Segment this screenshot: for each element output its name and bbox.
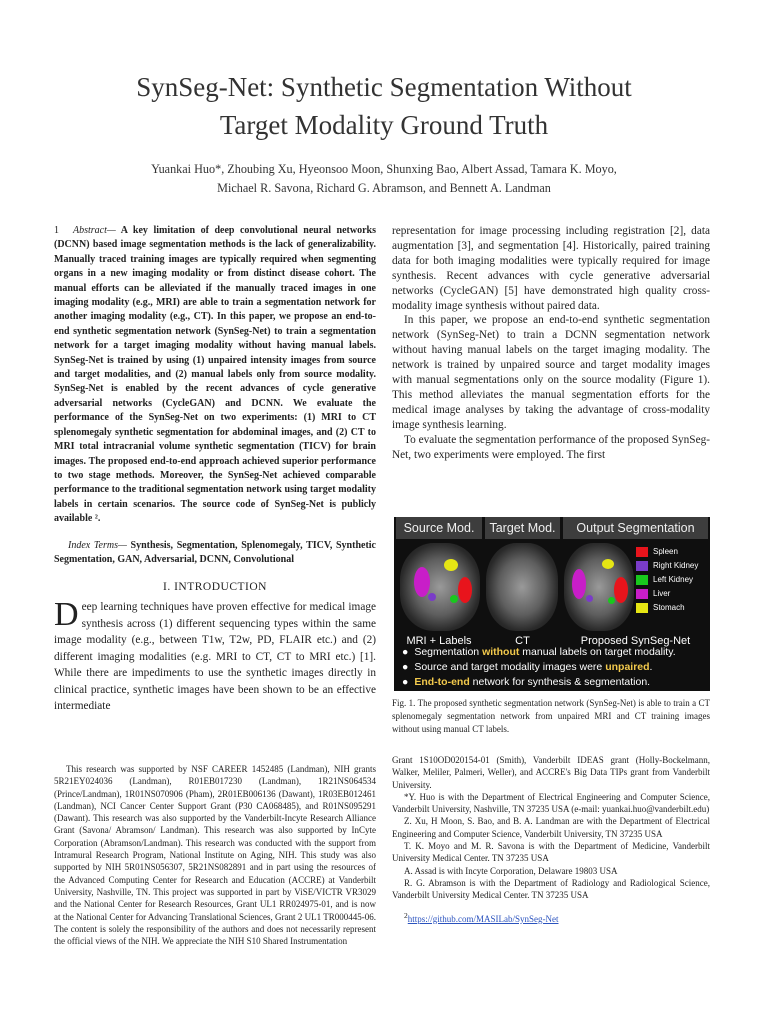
left-column bbox=[54, 224, 376, 715]
figure-bullet: ● End-to-end network for synthesis & segmentation. bbox=[402, 676, 651, 688]
legend-label: Liver bbox=[653, 589, 671, 598]
figure-label-proposed: Proposed SynSeg-Net bbox=[580, 635, 691, 647]
legend-label: Spleen bbox=[653, 547, 678, 556]
footnote-abramson: R. G. Abramson is with the Department of Radiology and Radiological Science, Vanderbilt University Medical Center. TN 37235 USA bbox=[392, 877, 710, 901]
spleen-output-mark bbox=[614, 577, 628, 603]
code-footnote bbox=[392, 910, 710, 925]
drop-cap: D bbox=[54, 596, 79, 634]
figure-caption: Fig. 1. The proposed synthetic segmentation network (SynSeg-Net) is able to train a CT splenomegaly segmentation network from unpaired MRI and CT training images without using manual CT labels. bbox=[392, 698, 710, 734]
legend-item bbox=[636, 587, 710, 601]
legend-swatch bbox=[636, 561, 648, 571]
title-line-1: SynSeg-Net: Synthetic Segmentation Without bbox=[136, 72, 632, 102]
footnote-marker: 2 bbox=[404, 910, 408, 920]
stomach-output-mark bbox=[602, 559, 614, 569]
figure-1 bbox=[394, 517, 710, 691]
bullet-text: . bbox=[649, 661, 653, 673]
figure-bullet-list bbox=[402, 645, 676, 690]
abstract-number: 1 bbox=[54, 225, 59, 236]
figure-label-mri: MRI + Labels bbox=[406, 635, 472, 647]
mri-scan-image bbox=[400, 543, 480, 631]
left-kidney-label-mark bbox=[450, 595, 458, 603]
paragraph-proposal: In this paper, we propose an end-to-end synthetic segmentation network (SynSeg-Net) to train a DCNN segmentation network without having manual labels on the target imaging modality. The network is trained by unpaired source and target modality images with manual segmentations only on the source modality (Figure 1). This method alleviates the manual segmentation efforts for the medical image analyses by taking the advantage of cross-modality image synthesis learning. bbox=[392, 314, 710, 431]
index-terms bbox=[54, 539, 376, 568]
figure-header-source: Source Mod. bbox=[396, 517, 482, 539]
footnote-moyo: T. K. Moyo and M. R. Savona is with the Department of Medicine, Vanderbilt University Medical Center. TN 37235 USA bbox=[392, 841, 710, 864]
figure-label-ct: CT bbox=[515, 635, 530, 647]
authors-line-1: Yuankai Huo*, Zhoubing Xu, Hyeonsoo Moon, Shunxing Bao, Albert Assad, Tamara K. Moyo, bbox=[151, 162, 617, 176]
legend-label: Right Kidney bbox=[653, 561, 699, 570]
source-code-link[interactable]: https://github.com/MASILab/SynSeg-Net bbox=[407, 913, 559, 924]
spleen-label-mark bbox=[458, 577, 472, 603]
bullet-highlight: unpaired bbox=[605, 661, 650, 673]
figure-header-target: Target Mod. bbox=[485, 517, 560, 539]
liver-output-mark bbox=[572, 569, 586, 599]
bullet-highlight: End-to-end bbox=[414, 676, 470, 688]
abstract-text: A key limitation of deep convolutional neural networks (DCNN) based image segmentation methods is the lack of generalizability. Manually traced training images are typically required when segmenting organs in a new imaging modality or from distinct disease cohort. The manual efforts can be alleviated if the manually traced images in one imaging modality (e.g., MRI) are able to train a segmentation network for another imaging modality (e.g., CT). In this paper, we propose an end-to-end synthetic segmentation network (SynSeg-Net) to train a segmentation network for a target imaging modality without having manual labels. SynSeg-Net is trained by using (1) unpaired intensity images from source and target modalities, and (2) manual labels only from source modality. SynSeg-Net is enabled by the recent advances of cycle generative adversarial networks (CycleGAN) and DCNN. We evaluate the performance of the SynSeg-Net on two experiments: (1) MRI to CT splenomegaly synthetic segmentation for abdominal images, and (2) CT to MRI total intracranial volume synthetic segmentation (TICV) for brain images. The proposed end-to-end approach achieved superior performance to two stage methods. Moreover, the SynSeg-Net achieved comparable performance to the traditional segmentation network using target modality labels in certain scenarios. The source code of SynSeg-Net is publicly available ². bbox=[54, 225, 376, 525]
legend-item bbox=[636, 545, 710, 559]
stomach-label-mark bbox=[444, 559, 458, 571]
bullet-text: manual labels on target modality. bbox=[519, 646, 676, 658]
output-segmentation-image bbox=[564, 543, 634, 631]
organ-legend bbox=[636, 545, 710, 615]
footnote-assad: A. Assad is with Incyte Corporation, Delaware 19803 USA bbox=[404, 865, 618, 876]
figure-bullet: ● Segmentation without manual labels on target modality. bbox=[402, 646, 676, 658]
footnote-huo: *Y. Huo is with the Department of Electrical Engineering and Computer Science, Vanderbilt University, Nashville, TN 37235 USA (e-mail: yuankai.huo@vanderbilt.edu) bbox=[392, 791, 710, 815]
legend-swatch bbox=[636, 575, 648, 585]
legend-swatch bbox=[636, 547, 648, 557]
introduction-text: eep learning techniques have proven effective for medical image synthesis across (1) different sequencing types within the same image modality (e.g., between T1w, T2w, PD, FLAIR etc.) and (2) different imaging modalities (e.g. MRI to CT, CT to MRI etc.) [1]. While there are impediments to use the synthetic images directly in clinical practice, synthetic images have been shown to be an effective intermediate bbox=[54, 601, 376, 713]
index-terms-lead: Index Terms— bbox=[68, 539, 127, 551]
section-heading-introduction: I. INTRODUCTION bbox=[163, 581, 267, 594]
legend-label: Left Kidney bbox=[653, 575, 694, 584]
paper-title bbox=[40, 68, 728, 144]
figure-bullet: ● Source and target modality images were unpaired. bbox=[402, 661, 653, 673]
index-terms-text: Synthesis, Segmentation, Splenomegaly, TICV, Synthetic Segmentation, GAN, Adversarial, DCNN, Convolutional bbox=[54, 539, 376, 565]
bullet-text: Source and target modality images were bbox=[414, 661, 606, 673]
legend-swatch bbox=[636, 589, 648, 599]
bullet-highlight: without bbox=[482, 646, 520, 658]
right-column bbox=[392, 224, 710, 463]
legend-swatch bbox=[636, 603, 648, 613]
title-line-2: Target Modality Ground Truth bbox=[219, 110, 549, 140]
left-kidney-output-mark bbox=[608, 597, 615, 604]
paragraph-evaluation: To evaluate the segmentation performance of the proposed SynSeg-Net, two experiments were employed. The first bbox=[392, 433, 711, 461]
right-kidney-output-mark bbox=[586, 595, 593, 602]
bullet-text: Segmentation bbox=[414, 646, 483, 658]
legend-label: Stomach bbox=[653, 603, 685, 612]
legend-item bbox=[636, 559, 710, 573]
right-kidney-label-mark bbox=[428, 593, 436, 601]
funding-footnote: This research was supported by NSF CAREER 1452485 (Landman), NIH grants 5R21EY024036 (Landman), R01EB017230 (Landman), 1R21NS064534 (Prince/Landman), 1R01NS070906 (Pham), 2R01EB006136 (Dawant), 1R03EB012461 (Landman), NCI Cancer Center Support Grant (P30 CA068485), and R01NS095291 (Dawant). This research was also supported by the Vanderbilt-Incyte Research Alliance Grant (Savona/ Abramson/ Landman). This research was also supported by InCyte Corporation (Abramson/Landman). This research was conducted with the support from Intramural Research Program, National Institute on Aging, NIH. This study was also supported by NIH 5R01NS056307, 5R21NS082891 and in part using the resources of the Advanced Computing Center for Research and Education (ACCRE) at Vanderbilt University, Nashville, TN. This project was supported in part by ViSE/VICTR VR3029 and the National Center for Research Resources, Grant UL1 RR024975-01, and is now at the National Center for Advancing Translational Sciences, Grant 2 UL1 TR000445-06. The content is solely the responsibility of the authors and does not necessarily represent the official views of the NIH. We appreciate the NIH S10 Shared Instrumentation bbox=[54, 764, 376, 947]
ct-scan-image bbox=[486, 543, 558, 631]
abstract bbox=[54, 224, 376, 527]
figure-header-output: Output Segmentation bbox=[563, 517, 708, 539]
legend-item bbox=[636, 573, 710, 587]
paragraph-representation: representation for image processing including registration [2], data augmentation [3], and segmentation [4]. Historically, paired training data for both imaging modalities were typically required for image synthesis. Recent advances with cycle generative adversarial networks (CycleGAN) [5] have demonstrated high quality cross-modality image synthesis without paired data. bbox=[392, 225, 710, 312]
funding-footnote-continued: Grant 1S10OD020154-01 (Smith), Vanderbilt IDEAS grant (Holly-Bockelmann, Walker, Meliler, Palmeri, Weller), and ACCRE's Big Data TIPs grant from Vanderbilt University. bbox=[392, 755, 710, 790]
affiliation-footnotes bbox=[392, 754, 710, 925]
legend-item bbox=[636, 601, 710, 615]
authors-line-2: Michael R. Savona, Richard G. Abramson, and Bennett A. Landman bbox=[217, 181, 551, 195]
abstract-lead: Abstract— bbox=[73, 225, 116, 236]
liver-label-mark bbox=[414, 567, 430, 597]
footnote-xu: Z. Xu, H Moon, S. Bao, and B. A. Landman are with the Department of Electrical Engineering and Computer Science, Vanderbilt University, TN 37235 USA bbox=[392, 816, 710, 839]
bullet-text: network for synthesis & segmentation. bbox=[469, 676, 651, 688]
introduction-paragraph bbox=[54, 596, 376, 715]
author-list bbox=[40, 160, 728, 198]
